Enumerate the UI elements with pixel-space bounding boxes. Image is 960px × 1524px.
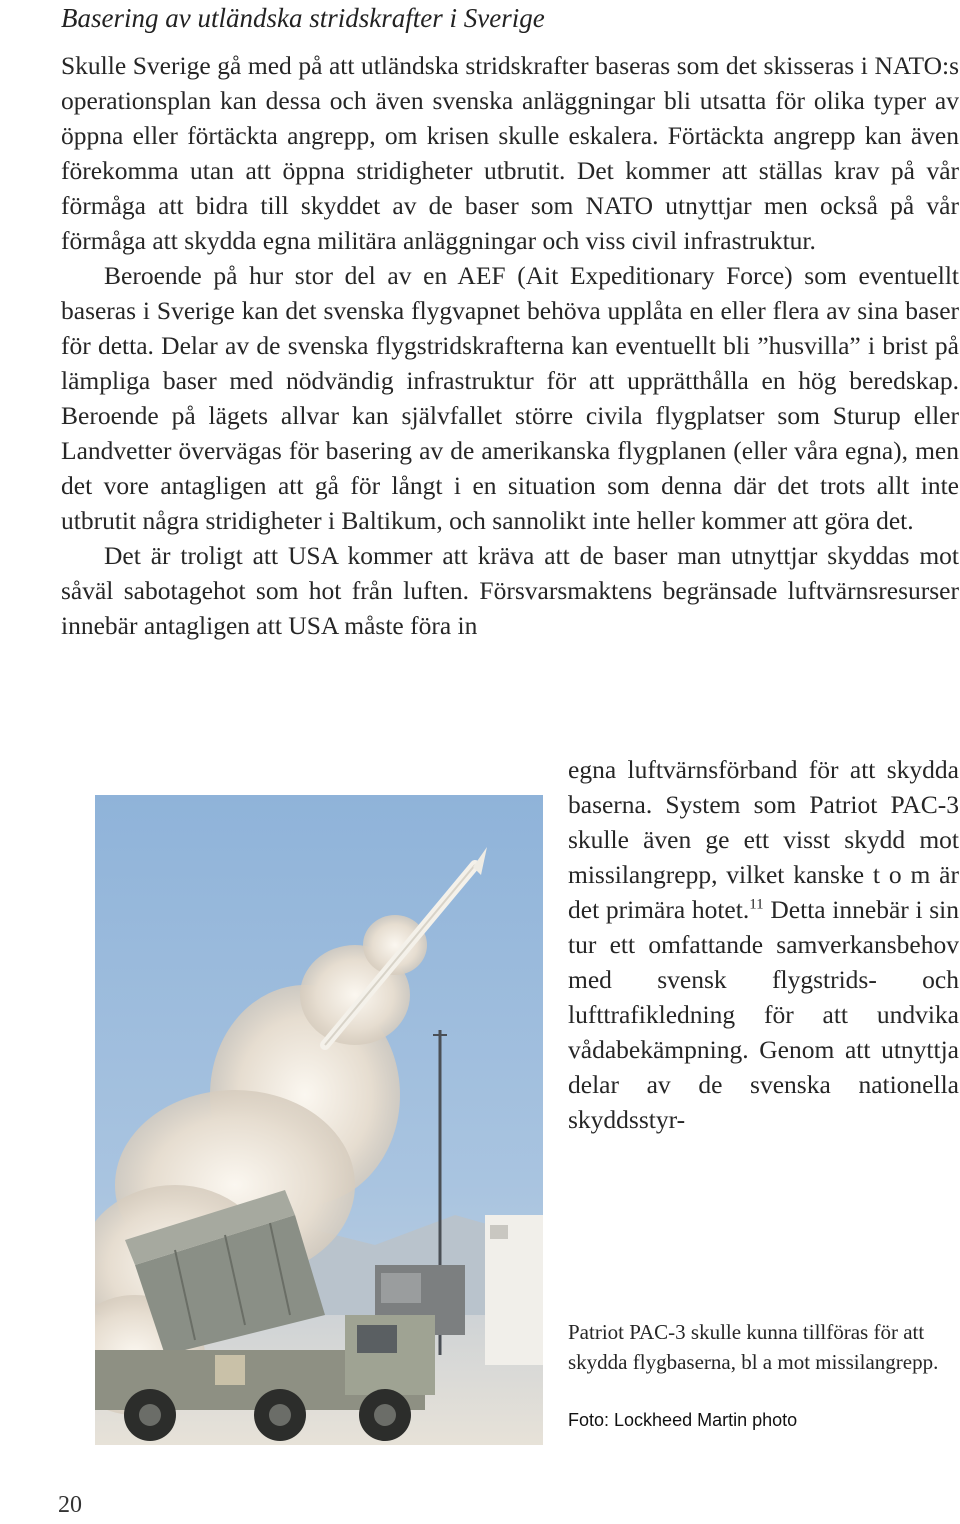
- body-text: [61, 48, 959, 643]
- paragraph-2: Beroende på hur stor del av en AEF (Ait Expeditionary Force) som eventuellt baseras i Sverige kan det svenska flygvapnet behöva upplåta en eller flera av sina baser för detta. Delar av de svenska flygstridskrafterna kan eventuellt bli ”husvilla” i brist på lämpliga baser med nödvändig infrastruktur för att upprätthålla en hög beredskap. Beroende på lägets allvar kan självfallet större civila flygplatser som Sturup eller Landvetter övervägas för basering av de amerikanska flygplanen (eller våra egna), men det vore antagligen att gå för långt i en situation som denna där det trots allt inte utbrutit några stridigheter i Baltikum, och sannolikt inte heller kommer att göra det.: [61, 261, 959, 535]
- patriot-missile-launch-photo: [95, 795, 543, 1445]
- footnote-reference: 11: [749, 896, 764, 913]
- page-number: 20: [58, 1492, 82, 1518]
- wrapped-text-column: [568, 752, 959, 1137]
- paragraph-3: Det är troligt att USA kommer att kräva att de baser man utnyttjar skyddas mot såväl sabotagehot som hot från luften. Försvarsmaktens begränsade luftvärnsresurser innebär antagligen att USA måste föra in: [61, 541, 959, 640]
- paragraph-3-wrap-b: Detta innebär i sin tur ett omfattande samverkansbehov med svensk flygstrids- och lufttrafikledning för att undvika vådabekämpning. Genom att utnyttja delar av de svenska nationella skyddsstyr-: [568, 895, 960, 1134]
- photo-illustration: [95, 795, 543, 1445]
- photo-caption: Patriot PAC-3 skulle kunna tillföras för att skydda flygbaserna, bl a mot missilangrepp.: [568, 1320, 939, 1374]
- section-heading: Basering av utländska stridskrafter i Sverige: [61, 3, 545, 33]
- paragraph-3-wrap-a: egna luftvärnsförband för att skydda baserna. System som Patriot PAC-3 skulle även ge ett visst skydd mot missilangrepp, vilket kanske t o m är det primära hotet.: [568, 755, 959, 924]
- paragraph-1: Skulle Sverige gå med på att utländska stridskrafter baseras som det skisseras i NATO:s operationsplan kan dessa och även svenska anläggningar bli utsatta för olika typer av öppna eller förtäckta angrepp, om krisen skulle eskalera. Förtäckta angrepp kan även förekomma utan att öppna stridigheter utbrutit. Det kommer att ställas krav på vår förmåga att bidra till skyddet av de baser som NATO utnyttjar men också på vår förmåga att skydda egna militära anläggningar och viss civil infrastruktur.: [61, 51, 959, 255]
- paragraph-3-continued: [568, 752, 959, 1137]
- photo-credit: Foto: Lockheed Martin photo: [568, 1410, 798, 1430]
